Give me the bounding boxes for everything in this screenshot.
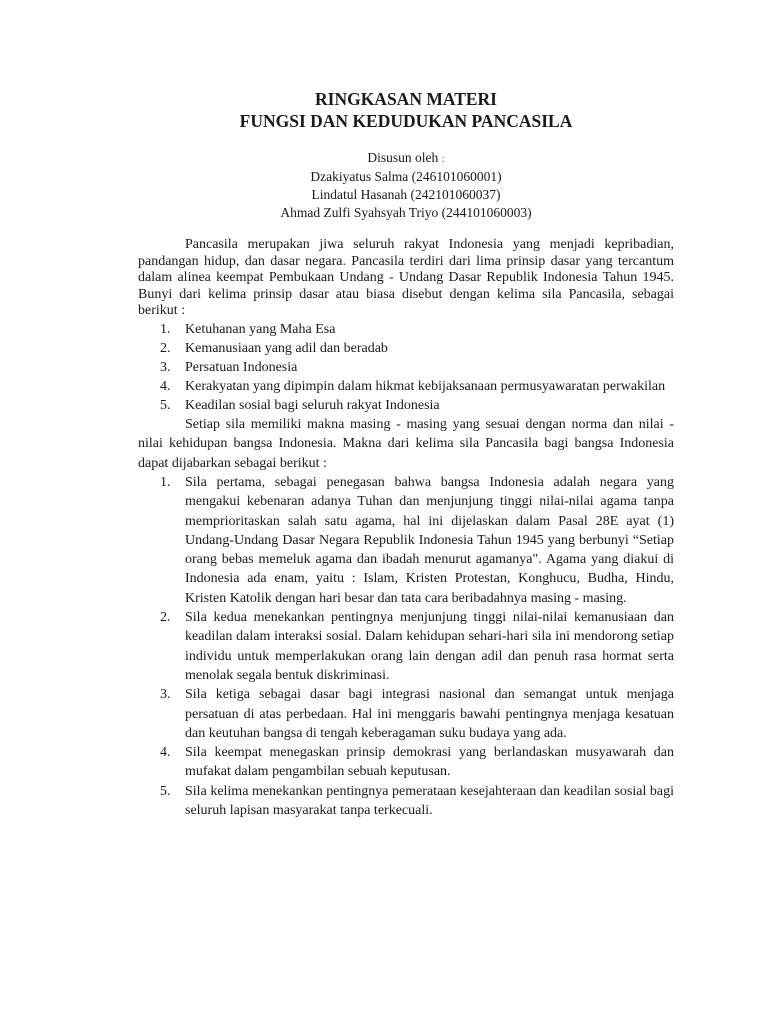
list-item xyxy=(138,608,674,685)
byline-label-row xyxy=(138,149,674,168)
list-item xyxy=(138,685,674,743)
list-text: Sila kedua menekankan pentingnya menjunjung tinggi nilai-nilai kemanusiaan dan keadilan dalam interaksi sosial. Dalam kehidupan sehari-hari sila ini mendorong setiap individu untuk memperlakukan orang lain dengan adil dan penuh rasa hormat serta menolak segala bentuk diskriminasi. xyxy=(185,610,674,683)
byline-colon: : xyxy=(441,153,445,165)
list-text: Kerakyatan yang dipimpin dalam hikmat kebijaksanaan permusyawaratan perwakilan xyxy=(185,378,666,394)
list-text: Ketuhanan yang Maha Esa xyxy=(185,321,336,337)
list-number: 4. xyxy=(160,745,171,761)
author-3: Ahmad Zulfi Syahsyah Triyo (244101060003) xyxy=(280,205,532,220)
list-number: 2. xyxy=(160,610,171,626)
explanation-list xyxy=(138,473,674,820)
list-item xyxy=(138,743,674,782)
list-text: Sila keempat menegaskan prinsip demokrasi yang berlandaskan musyawarah dan mufakat dalam pengambilan sebuah keputusan. xyxy=(185,745,674,780)
list-number: 5. xyxy=(160,397,171,413)
list-text: Sila pertama, sebagai penegasan bahwa bangsa Indonesia adalah negara yang mengakui kebenaran adanya Tuhan dan menjunjung tinggi nilai-nilai agama tanpa memprioritaskan salah satu agama, hal ini dijelaskan dalam Pasal 28E ayat (1) Undang-Undang Dasar Negara Republik Indonesia Tahun 1945 yang berbunyi “Setiap orang bebas memeluk agama dan ibadah menurut agamanya". Agama yang diakui di Indonesia ada enam, yaitu : Islam, Kristen Protestan, Konghucu, Budha, Hindu, Kristen Katolik dengan hari besar dan tata cara beribadahnya masing - masing. xyxy=(185,475,674,606)
list-number: 1. xyxy=(160,321,171,337)
title-line-2: FUNGSI DAN KEDUDUKAN PANCASILA xyxy=(239,111,573,131)
list-item xyxy=(138,320,674,339)
list-item xyxy=(138,396,674,415)
list-number: 4. xyxy=(160,378,171,394)
list-text: Sila kelima menekankan pentingnya pemerataan kesejahteraan dan keadilan sosial bagi seluruh lapisan masyarakat tanpa terkecuali. xyxy=(185,783,674,819)
list-number: 5. xyxy=(160,783,171,799)
list-item xyxy=(138,339,674,358)
list-item xyxy=(138,782,674,821)
author-1: Dzakiyatus Salma (246101060001) xyxy=(310,169,502,184)
list-number: 2. xyxy=(160,340,171,356)
list-text: Keadilan sosial bagi seluruh rakyat Indonesia xyxy=(185,397,440,413)
document-page xyxy=(138,88,674,820)
list-item xyxy=(138,377,674,396)
intro-paragraph: Pancasila merupakan jiwa seluruh rakyat Indonesia yang menjadi kepribadian, pandangan hidup, dan dasar negara. Pancasila terdiri dari lima prinsip dasar yang tercantum dalam alinea keempat Pembukaan Undang - Undang Dasar Republik Indonesia Tahun 1945. Bunyi dari kelima prinsip dasar atau biasa disebut dengan kelima sila Pancasila, sebagai berikut : xyxy=(138,237,674,318)
author-2: Lindatul Hasanah (242101060037) xyxy=(311,187,501,202)
list-item xyxy=(138,473,674,608)
meaning-paragraph: Setiap sila memiliki makna masing - masing yang sesuai dengan norma dan nilai - nilai kehidupan bangsa Indonesia. Makna dari kelima sila Pancasila bagi bangsa Indonesia dapat dijabarkan sebagai berikut : xyxy=(138,416,674,471)
byline xyxy=(138,149,674,222)
byline-label: Disusun oleh xyxy=(367,150,439,165)
list-text: Persatuan Indonesia xyxy=(185,359,298,375)
list-number: 1. xyxy=(160,475,171,490)
list-text: Kemanusiaan yang adil dan beradab xyxy=(185,340,388,356)
sila-list xyxy=(138,320,674,415)
list-number: 3. xyxy=(160,687,171,703)
title-line-1: RINGKASAN MATERI xyxy=(315,89,497,109)
list-number: 3. xyxy=(160,359,171,375)
list-item xyxy=(138,358,674,377)
list-text: Sila ketiga sebagai dasar bagi integrasi nasional dan semangat untuk menjaga persatuan di atas perbedaan. Hal ini menggaris bawahi pentingnya menjaga kesatuan dan keutuhan bangsa di tengah keberagaman suku budaya yang ada. xyxy=(185,687,674,741)
